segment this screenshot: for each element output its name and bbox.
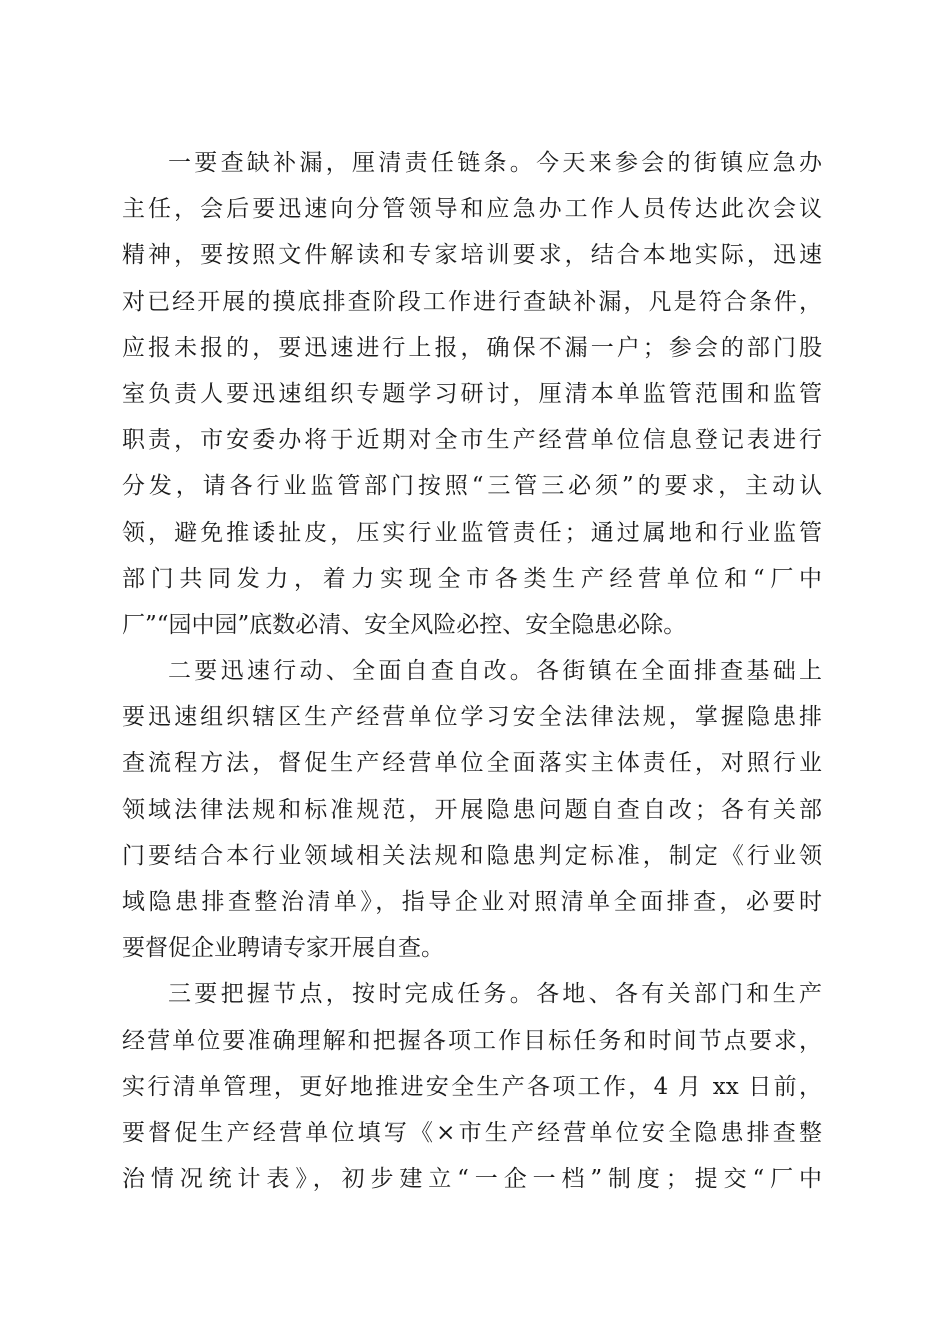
text-line: 要迅速组织辖区生产经营单位学习安全法律法规，掌握隐患排 — [122, 704, 822, 731]
text-line: 应报未报的，要迅速进行上报，确保不漏一户；参会的部门股 — [122, 334, 822, 361]
text-line: 室负责人要迅速组织专题学习研讨，厘清本单监管范围和监管 — [122, 380, 822, 407]
paragraph-2 — [122, 648, 822, 971]
text-line: 要督促企业聘请专家开展自查。 — [122, 935, 444, 962]
text-line: 二要迅速行动、全面自查自改。各街镇在全面排查基础上 — [168, 658, 822, 685]
text-line: 实行清单管理，更好地推进安全生产各项工作，4 月 xx 日前， — [122, 1073, 822, 1100]
text-line: 治情况统计表》，初步建立“一企一档”制度；提交“厂中 — [122, 1166, 822, 1193]
text-line: 一要查缺补漏，厘清责任链条。今天来参会的街镇应急办 — [168, 150, 822, 176]
paragraph-3 — [122, 971, 822, 1202]
text-line: 领域法律法规和标准规范，开展隐患问题自查自改；各有关部 — [122, 796, 822, 823]
text-line: 精神，要按照文件解读和专家培训要求，结合本地实际，迅速 — [122, 242, 822, 269]
text-line: 厂”“园中园”底数必清、安全风险必控、安全隐患必除。 — [122, 611, 687, 638]
document-body — [122, 140, 822, 1202]
text-line: 职责，市安委办将于近期对全市生产经营单位信息登记表进行 — [122, 427, 822, 454]
text-line: 要督促生产经营单位填写《×市生产经营单位安全隐患排查整 — [122, 1119, 822, 1146]
text-line: 门要结合本行业领域相关法规和隐患判定标准，制定《行业领 — [122, 842, 822, 869]
paragraph-1 — [122, 140, 822, 648]
text-line: 经营单位要准确理解和把握各项工作目标任务和时间节点要求， — [122, 1027, 822, 1054]
text-line: 三要把握节点，按时完成任务。各地、各有关部门和生产 — [168, 981, 822, 1008]
text-line: 查流程方法，督促生产经营单位全面落实主体责任，对照行业 — [122, 750, 822, 777]
text-line: 域隐患排查整治清单》，指导企业对照清单全面排查，必要时 — [122, 889, 822, 915]
text-line: 主任，会后要迅速向分管领导和应急办工作人员传达此次会议 — [122, 196, 822, 223]
text-line: 部门共同发力，着力实现全市各类生产经营单位和“厂中 — [122, 565, 822, 592]
text-line: 领，避免推诿扯皮，压实行业监管责任；通过属地和行业监管 — [122, 519, 822, 546]
text-line: 对已经开展的摸底排查阶段工作进行查缺补漏，凡是符合条件， — [122, 288, 822, 315]
text-line: 分发，请各行业监管部门按照“三管三必须”的要求，主动认 — [122, 473, 822, 500]
